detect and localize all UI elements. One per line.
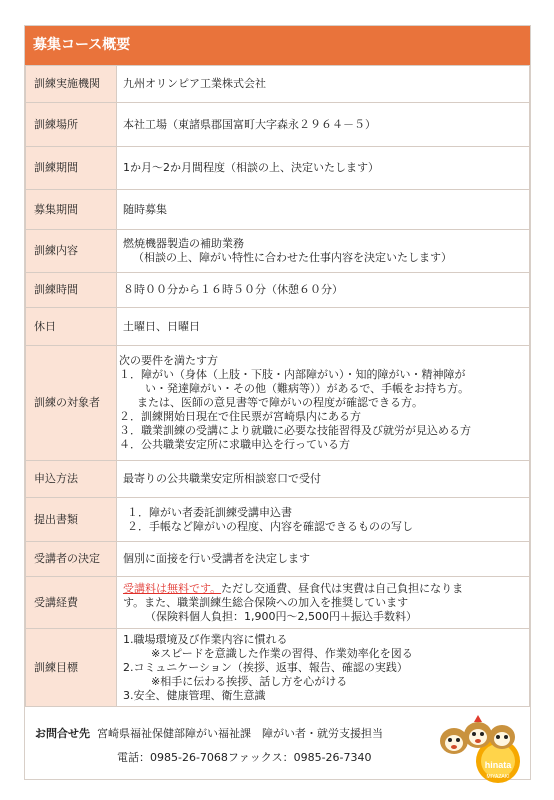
- logo-subtext: MIYAZAKI: [486, 774, 510, 780]
- row-label: 受講経費: [26, 577, 117, 629]
- row-label: 募集期間: [26, 190, 117, 230]
- mascot-icon: [440, 715, 515, 754]
- row-label: 訓練場所: [26, 103, 117, 147]
- table-row: [26, 273, 530, 308]
- table-row: [26, 230, 530, 273]
- row-value: ８時００分から１６時５０分（休憩６０分）: [117, 273, 530, 308]
- table-row: [26, 308, 530, 346]
- table-row: [26, 577, 530, 629]
- contact-label: お問合せ先: [35, 727, 90, 740]
- table-row: [26, 147, 530, 190]
- row-value: 土曜日、日曜日: [117, 308, 530, 346]
- table-row: [26, 190, 530, 230]
- contact-footer: [25, 707, 530, 787]
- row-label: 提出書類: [26, 498, 117, 542]
- row-value: 燃焼機器製造の補助業務 （相談の上、障がい特性に合わせた仕事内容を決定いたします）: [117, 230, 530, 273]
- free-fee-notice: 受講料は無料です。: [123, 581, 222, 595]
- table-row: [26, 346, 530, 461]
- hinata-mascot-logo: [434, 711, 524, 785]
- table-row: [26, 498, 530, 542]
- phone-text: 電話：0985-26-7068ファックス：0985-26-7340: [117, 751, 372, 764]
- logo-text: hinata: [484, 760, 512, 770]
- row-value: 受講料は無料です。ただし交通費、昼食代は実費は自己負担になりま す。また、職業訓練生総合保険への加入を推奨しています （保険料個人負担：1,900円～2,500円＋振込手数料）: [117, 577, 530, 629]
- row-label: 訓練目標: [26, 629, 117, 707]
- row-label: 休日: [26, 308, 117, 346]
- row-label: 申込方法: [26, 461, 117, 498]
- table-row: [26, 629, 530, 707]
- page-title: 募集コース概要: [25, 26, 530, 65]
- table-row: [26, 542, 530, 577]
- row-value: 最寄りの公共職業安定所相談窓口で受付: [117, 461, 530, 498]
- course-summary-card: [24, 25, 531, 780]
- course-table: [25, 65, 530, 707]
- row-label: 訓練時間: [26, 273, 117, 308]
- row-value: 1.職場環境及び作業内容に慣れる ※スピードを意識した作業の習得、作業効率化を図る 2.コミュニケーション（挨拶、返事、報告、確認の実践） ※相手に伝わる挨拶、話し方を心がける 3.安全、健康管理、衛生意識: [117, 629, 530, 707]
- table-row: [26, 461, 530, 498]
- row-value: 九州オリンピア工業株式会社: [117, 66, 530, 103]
- row-value: 随時募集: [117, 190, 530, 230]
- row-label: 訓練期間: [26, 147, 117, 190]
- table-row: [26, 103, 530, 147]
- row-value: １．障がい者委託訓練受講申込書 ２．手帳など障がいの程度、内容を確認できるものの写し: [117, 498, 530, 542]
- row-label: 訓練の対象者: [26, 346, 117, 461]
- row-value: 次の要件を満たす方 １．障がい（身体（上肢・下肢・内部障がい）・知的障がい・精神障が い・発達障がい・その他（難病等））があるで、手帳をお持ち方。 または、医師の意見書等で障がいの程度が確認できる方。 ２．訓練開始日現在で住民票が宮崎県内にある方 ３．職業訓練の受講により就職に必要な技能習得及び就労が見込める方 ４．公共職業安定所に求職申込を行っている方: [117, 346, 530, 461]
- table-row: [26, 66, 530, 103]
- row-label: 受講者の決定: [26, 542, 117, 577]
- contact-text: 宮崎県福祉保健部障がい福祉課 障がい者・就労支援担当: [97, 727, 383, 740]
- row-value: 1か月～2か月間程度（相談の上、決定いたします）: [117, 147, 530, 190]
- row-value: 本社工場（東諸県郡国富町大字森永２９６４－５）: [117, 103, 530, 147]
- row-label: 訓練実施機関: [26, 66, 117, 103]
- row-value: 個別に面接を行い受講者を決定します: [117, 542, 530, 577]
- row-label: 訓練内容: [26, 230, 117, 273]
